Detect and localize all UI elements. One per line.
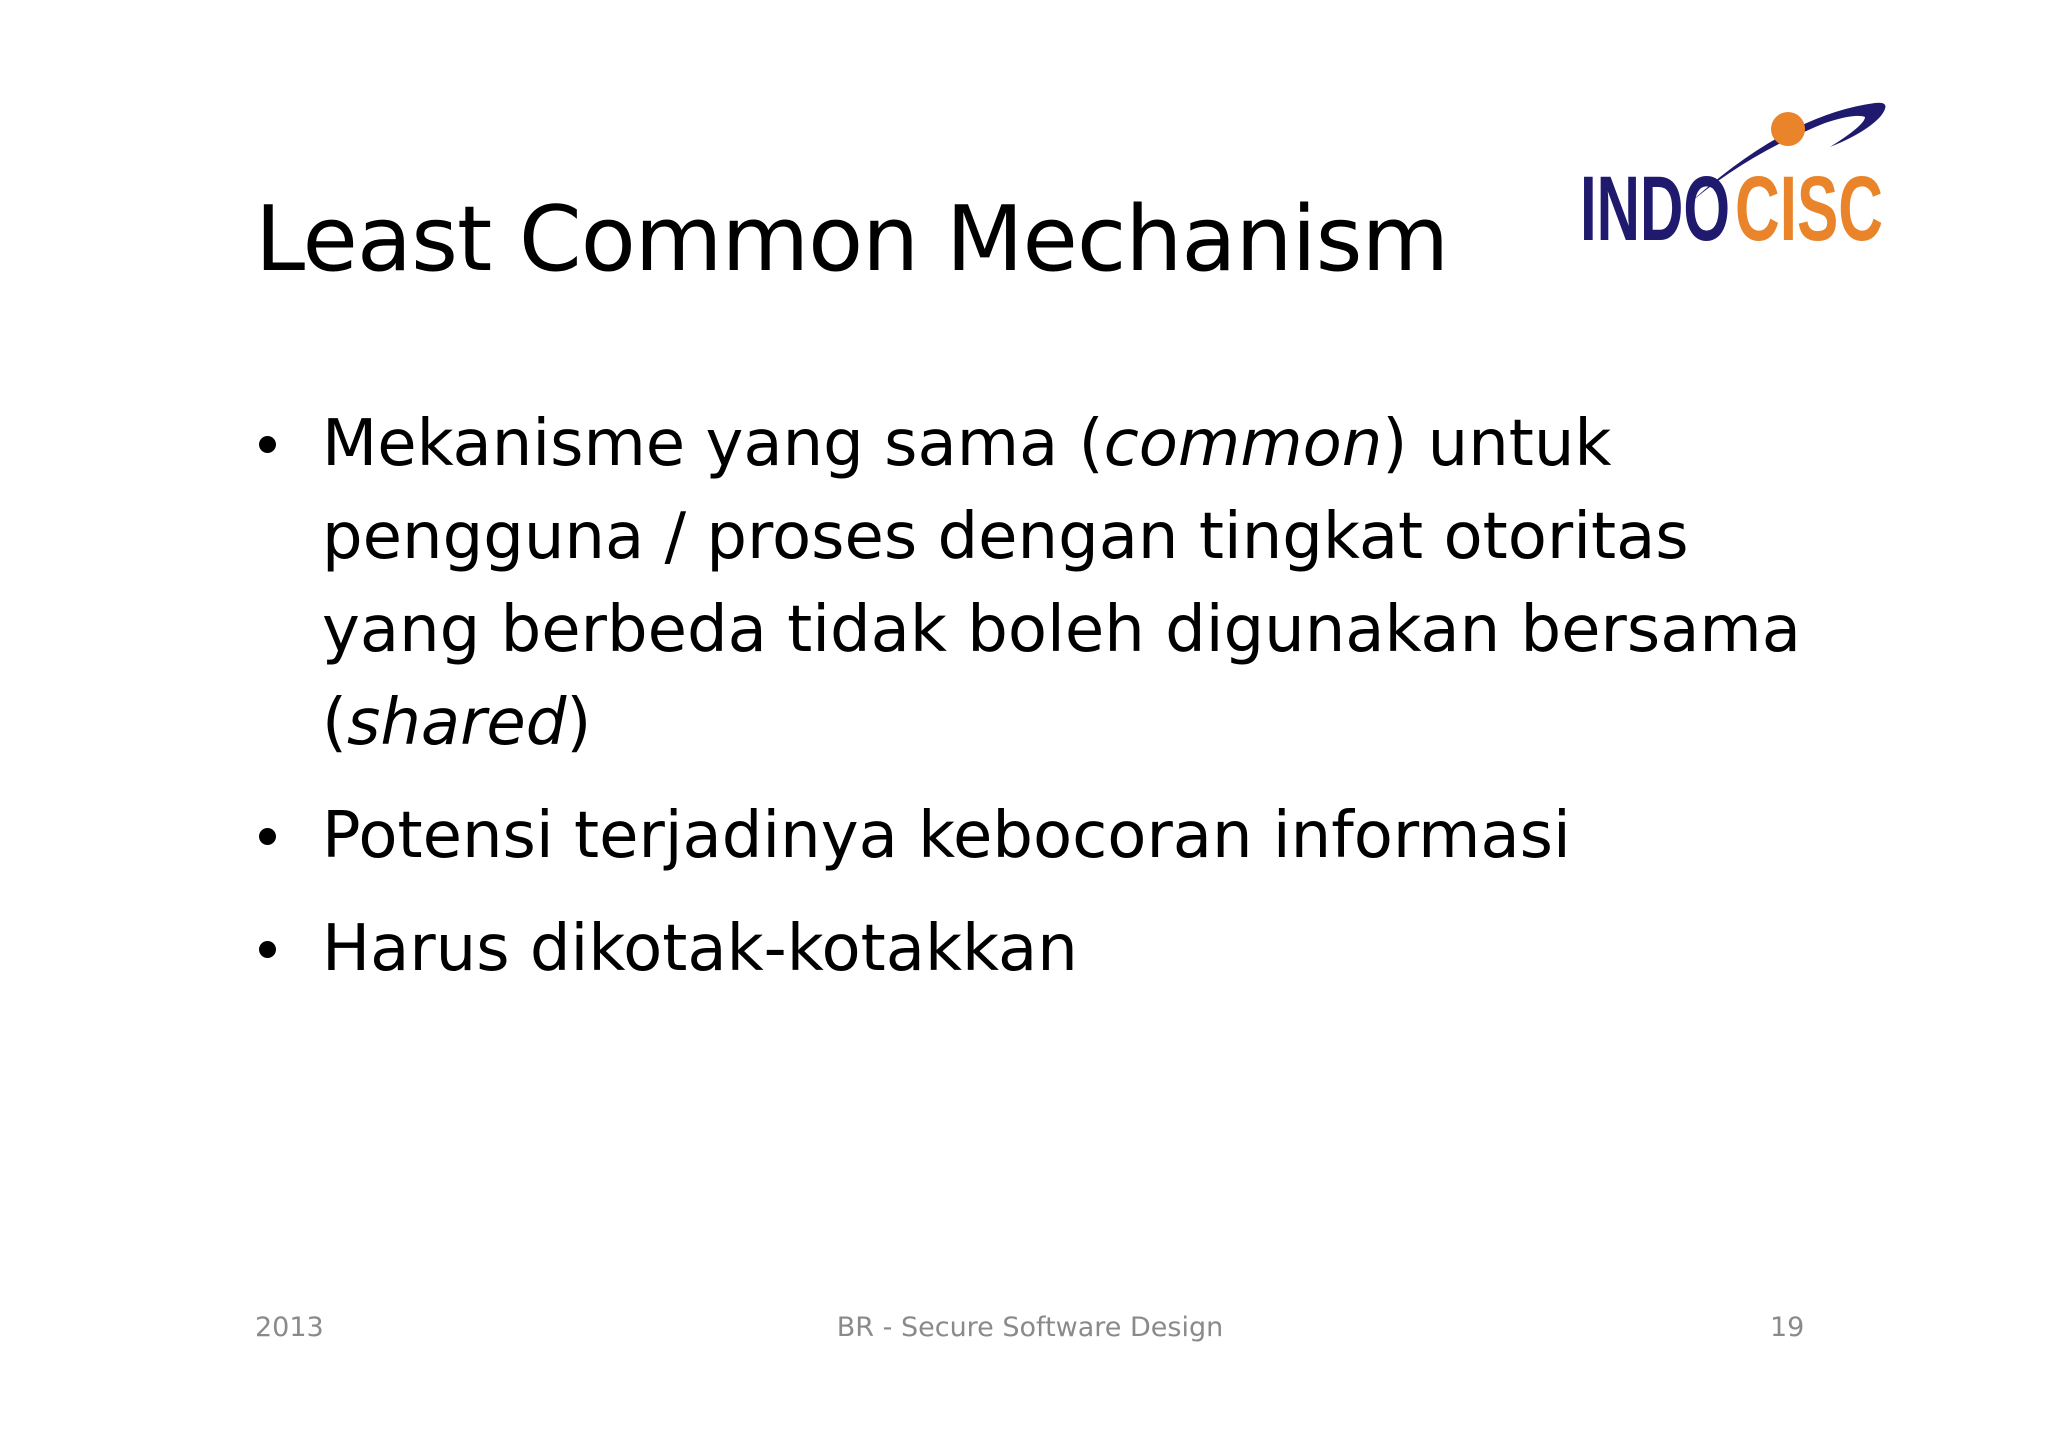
bullet-dot-icon xyxy=(259,436,276,453)
footer-course-title: BR - Secure Software Design xyxy=(836,1312,1224,1343)
bullet-text-segment: ) xyxy=(566,686,592,760)
logo-text-cisc: CISC xyxy=(1735,158,1883,255)
indocisc-logo xyxy=(1575,95,1895,255)
bullet-dot-icon xyxy=(259,828,276,845)
bullet-text-italic: common xyxy=(1103,407,1383,481)
logo-dot xyxy=(1771,112,1805,146)
slide-title: Least Common Mechanism xyxy=(255,187,1449,292)
bullet-item xyxy=(255,903,1815,996)
logo-text-indo: INDO xyxy=(1580,158,1730,255)
bullet-text-segment: ) untuk pengguna / proses dengan tingkat otoritas yang berbeda tidak boleh digunakan bersama ( xyxy=(322,407,1822,760)
bullet-text-segment: Harus dikotak-kotakkan xyxy=(322,912,1078,986)
bullet-text-segment: Potensi terjadinya kebocoran informasi xyxy=(322,799,1571,873)
footer-page-number: 19 xyxy=(1770,1312,1805,1343)
bullet-text-italic: shared xyxy=(346,686,567,760)
bullet-text xyxy=(322,799,1571,873)
bullet-text xyxy=(322,407,1821,760)
bullet-text xyxy=(322,912,1078,986)
bullet-list xyxy=(255,398,1822,1016)
bullet-item xyxy=(255,790,1815,883)
bullet-dot-icon xyxy=(259,941,276,958)
bullet-text-segment: Mekanisme yang sama ( xyxy=(322,407,1104,481)
logo-graphic xyxy=(1575,95,1895,255)
bullet-item xyxy=(255,398,1822,770)
footer-year: 2013 xyxy=(255,1312,324,1343)
